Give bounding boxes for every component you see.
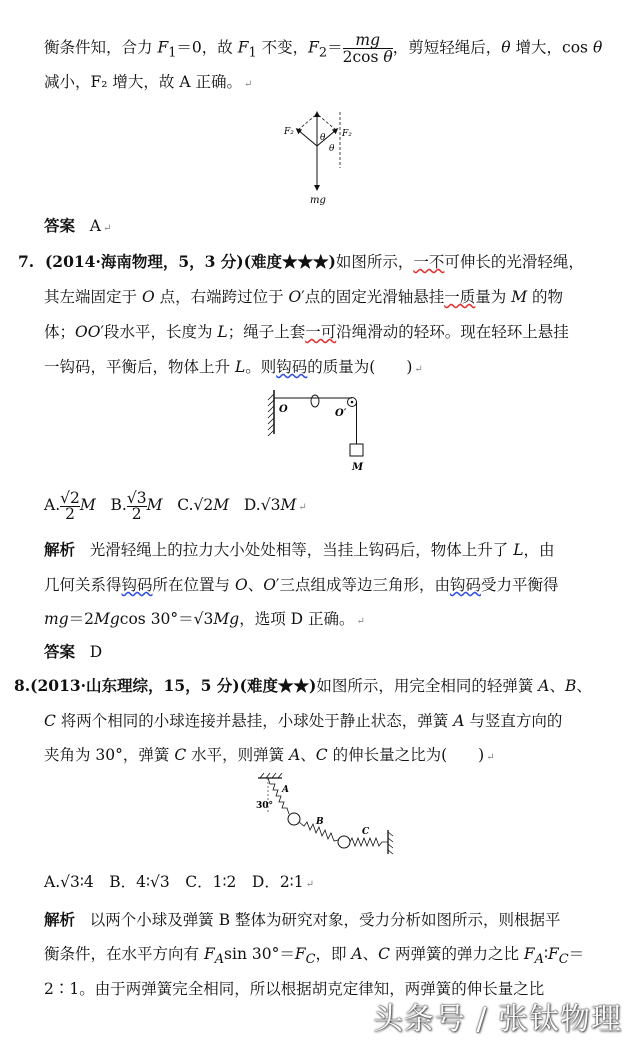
pulley-figure [262, 388, 382, 478]
solution8-line1: 解析 以两个小球及弹簧 B 整体为研究对象，受力分析如图所示，则根据平 [44, 910, 561, 929]
o-label: O [279, 404, 288, 415]
solution6-line1: 衡条件知，合力 $F_1=0$，故 $F_1$ 不变，$F_2=$ $\frac{mg}{\text{2cos θ}}$ ，剪短轻绳后，θ 增大，cos θ [44, 31, 603, 66]
force-diagram-figure [280, 108, 360, 208]
question8-line1: 8.(2013·山东理综，15，5 分)(难度★★)如图所示，用完全相同的轻弹簧 A、B、 [14, 676, 592, 695]
mg-label: mg [310, 195, 326, 206]
ball-1 [288, 813, 300, 825]
solution6-line2: 减小，F₂ 增大，故 A 正确。 ↵ [44, 73, 253, 91]
question8-line3: 夹角为 30°，弹簧 C 水平，则弹簧 A、C 的伸长量之比为( ) ↵ [44, 746, 495, 764]
question8-line2: C 将两个相同的小球连接并悬挂，小球处于静止状态，弹簧 A 与竖直方向的 [44, 712, 563, 730]
ring [311, 395, 319, 407]
f2-right-label: F₂ [342, 129, 352, 139]
angle-label: 30° [256, 801, 274, 811]
answer6: 答案 A ↵ [44, 216, 112, 235]
ball-2 [338, 836, 350, 848]
c-label: C [362, 827, 370, 837]
solution7-line2: 几何关系得钩码所在位置与 O、O′三点组成等边三角形，由钩码受力平衡得 [44, 576, 559, 594]
solution8-line3: 2∶1。由于两弹簧完全相同，所以根据胡克定律知，两弹簧的伸长量之比 [44, 980, 545, 998]
theta-label-1: θ [320, 133, 326, 143]
mass-block [350, 444, 363, 456]
theta-label-2: θ [329, 144, 335, 154]
question7-line2: 其左端固定于 O 点，右端跨过位于 O′点的固定光滑轴悬挂一质量为 M 的物 [44, 288, 564, 306]
question7-line1: 7. (2014·海南物理，5，3 分)(难度★★★)如图所示，一不可伸长的光滑轻绳， [18, 252, 584, 271]
options8: A.√3∶4 B．4∶√3 C．1∶2 D．2∶1 ↵ [44, 873, 314, 891]
f2-left-label: F₂ [284, 127, 294, 137]
o-prime-label: O′ [335, 408, 347, 419]
question7-line4: 一钩码，平衡后，物体上升 L。则钩码的质量为( ) ↵ [44, 358, 423, 376]
solution8-line2: 衡条件，在水平方向有 $F_A\sin$ $30^\circ=F_C$，即 A、C 两弹簧的弹力之比 $F_A∶F_C=$ [44, 945, 585, 968]
springs-figure [252, 772, 402, 860]
solution7-line1: 解析 光滑轻绳上的拉力大小处处相等，当挂上钩码后，物体上升了 L，由 [44, 540, 555, 559]
spring-c [350, 838, 388, 846]
solution7-line3: mg＝2Mgcos 30°＝√3Mg，选项 D 正确。 ↵ [44, 610, 365, 628]
watermark: 头条号 / 张钛物理 [372, 1002, 622, 1037]
f2-left-arrow [298, 130, 317, 146]
a-label: A [282, 785, 289, 795]
question7-line3: 体；OO′段水平，长度为 L；绳子上套一可沿绳滑动的轻环。现在轻环上悬挂 [44, 323, 569, 341]
m-label: M [352, 462, 364, 473]
options7: A. $\frac{√2}{2}$ M B. $\frac{√3}{2}$ M C.√2M D.√3M ↵ [44, 488, 307, 523]
b-label: B [316, 817, 324, 827]
answer7: 答案 D [44, 642, 103, 661]
